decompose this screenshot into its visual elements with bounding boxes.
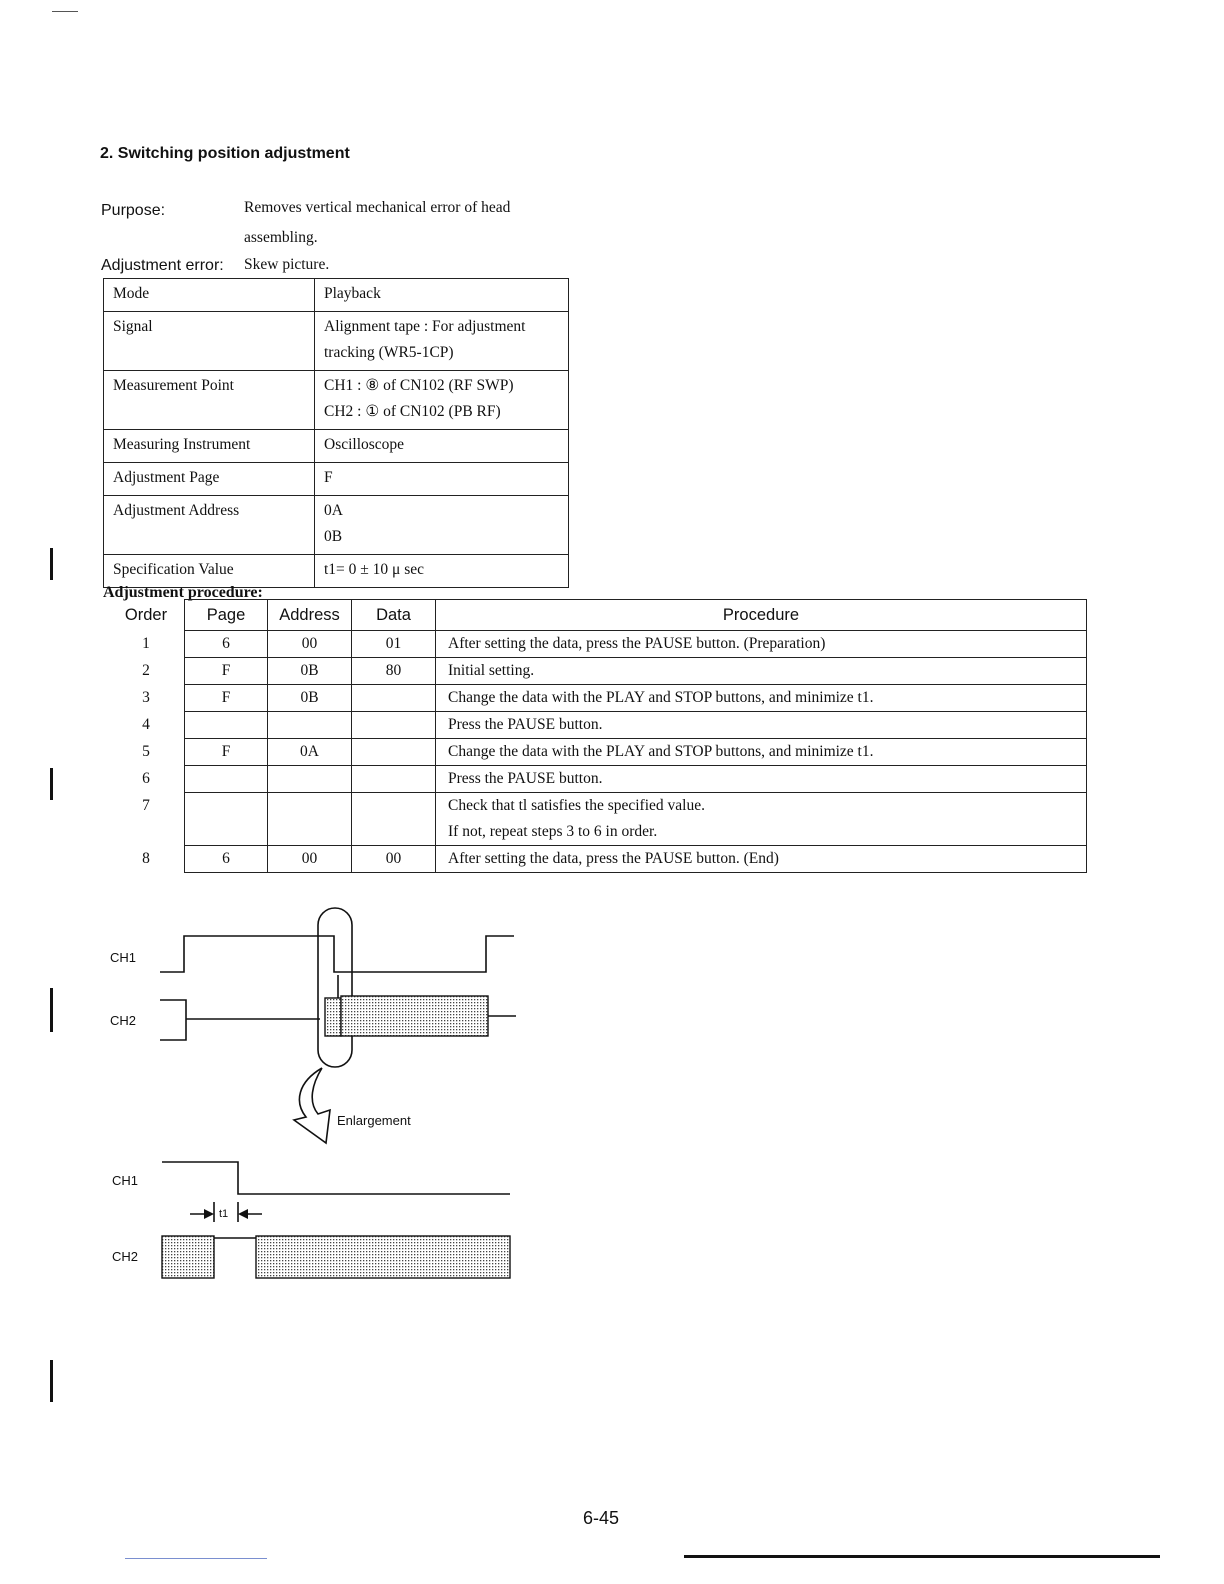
scan-mark-left-2 — [50, 768, 53, 800]
spec-value-line: CH2 : ① of CN102 (PB RF) — [324, 403, 501, 420]
cell-order: 1 — [142, 634, 150, 652]
ch2-bracket — [160, 1000, 186, 1040]
spec-value-line: tracking (WR5-1CP) — [324, 344, 454, 361]
spec-key: Signal — [104, 312, 315, 371]
cell-order: 2 — [142, 661, 150, 679]
purpose-line-2: assembling. — [244, 229, 318, 246]
cell-page: F — [185, 739, 268, 766]
spec-value-line: Oscilloscope — [324, 436, 405, 453]
procedure-line: After setting the data, press the PAUSE button. (End) — [448, 850, 779, 867]
procedure-line: If not, repeat steps 3 to 6 in order. — [448, 823, 658, 840]
cell-order: 6 — [142, 769, 150, 787]
cell-page: F — [185, 685, 268, 712]
cell-address: 0B — [268, 658, 352, 685]
header-page: Page — [185, 600, 268, 631]
spec-key: Measuring Instrument — [104, 430, 315, 463]
header-procedure: Procedure — [436, 600, 1087, 631]
procedure-line: Initial setting. — [448, 662, 535, 679]
adjustment-error-value: Skew picture. — [244, 256, 330, 273]
procedure-title: Adjustment procedure: — [103, 584, 263, 601]
spec-key: Adjustment Address — [104, 496, 315, 555]
cell-data: 00 — [352, 846, 436, 873]
cell-order: 4 — [142, 715, 150, 733]
procedure-line: Press the PAUSE button. — [448, 770, 603, 787]
page-number: 6-45 — [583, 1508, 620, 1528]
ch2-envelope — [341, 996, 488, 1036]
purpose-line-1: Removes vertical mechanical error of head — [244, 199, 511, 216]
scan-mark-left-1 — [50, 548, 53, 580]
scan-line-bottom-left — [125, 1558, 267, 1559]
procedure-line: Change the data with the PLAY and STOP buttons, and minimize t1. — [448, 743, 874, 760]
ch2-envelope-small — [325, 998, 341, 1036]
procedure-line: After setting the data, press the PAUSE button. (Preparation) — [448, 635, 826, 652]
cell-data: 80 — [352, 658, 436, 685]
header-data: Data — [352, 600, 436, 631]
spec-value-line: t1= 0 ± 10 μ sec — [324, 561, 425, 578]
cell-address: 0B — [268, 685, 352, 712]
adjustment-error-label: Adjustment error: — [101, 257, 224, 274]
spec-value-line: F — [324, 469, 333, 486]
procedure-line: Check that tl satisfies the specified value. — [448, 797, 705, 814]
enlargement-label: Enlargement — [337, 1113, 411, 1128]
ch2-label: CH2 — [110, 1013, 137, 1028]
t1-left-arrow-icon — [204, 1209, 214, 1219]
spec-value-line: Alignment tape : For adjustment — [324, 318, 526, 335]
spec-value-line: 0A — [324, 502, 343, 519]
ch1-label: CH1 — [110, 950, 137, 965]
cell-page: 6 — [185, 631, 268, 658]
cell-address: 00 — [268, 631, 352, 658]
ch2-zoom-label: CH2 — [112, 1249, 139, 1264]
t1-label: t1 — [219, 1208, 229, 1220]
section-title: 2. Switching position adjustment — [100, 145, 350, 162]
spec-key: Adjustment Page — [104, 463, 315, 496]
spec-key: Measurement Point — [104, 371, 315, 430]
spec-value-line: CH1 : ⑧ of CN102 (RF SWP) — [324, 377, 514, 394]
t1-right-arrow-icon — [238, 1209, 248, 1219]
cell-page: 6 — [185, 846, 268, 873]
scan-line-bottom-right — [684, 1555, 1160, 1558]
ch2-zoom-envelope-right — [256, 1236, 510, 1278]
cell-order: 8 — [142, 849, 150, 867]
spec-value-line: 0B — [324, 528, 343, 545]
cell-address: 0A — [268, 739, 352, 766]
cell-data: 01 — [352, 631, 436, 658]
enlargement-arrow-icon — [294, 1068, 330, 1143]
ch1-zoom-waveform — [162, 1162, 510, 1194]
enlargement-capsule — [318, 908, 352, 1067]
cell-order: 5 — [142, 742, 150, 760]
cell-order: 3 — [142, 688, 150, 706]
procedure-line: Change the data with the PLAY and STOP buttons, and minimize t1. — [448, 689, 874, 706]
scan-mark-top — [52, 11, 78, 12]
ch2-zoom-envelope-left — [162, 1236, 214, 1278]
spec-value-line: Playback — [324, 285, 381, 302]
procedure-line: Press the PAUSE button. — [448, 716, 603, 733]
header-address: Address — [268, 600, 352, 631]
cell-address: 00 — [268, 846, 352, 873]
spec-key: Mode — [104, 279, 315, 312]
cell-order: 7 — [142, 796, 150, 814]
purpose-label: Purpose: — [101, 202, 166, 219]
scan-mark-left-3 — [50, 988, 53, 1032]
ch1-waveform — [160, 936, 514, 972]
ch1-zoom-label: CH1 — [112, 1173, 139, 1188]
cell-page: F — [185, 658, 268, 685]
header-order: Order — [124, 605, 168, 624]
spec-key: Specification Value — [104, 555, 315, 588]
scan-mark-left-4 — [50, 1360, 53, 1402]
